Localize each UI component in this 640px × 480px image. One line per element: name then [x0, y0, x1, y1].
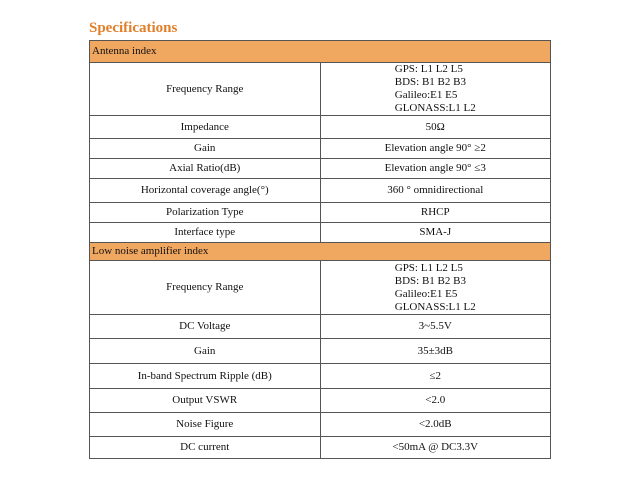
- table-row: [90, 139, 551, 159]
- value-line: GPS: L1 L2 L5: [394, 261, 463, 274]
- value-line: BDS: B1 B2 B3: [394, 274, 466, 287]
- param-label: Polarization Type: [90, 203, 321, 223]
- param-value: 50Ω: [320, 116, 551, 139]
- param-value: [320, 261, 551, 315]
- param-label: Gain: [90, 139, 321, 159]
- param-label: Frequency Range: [90, 261, 321, 315]
- param-value: ≤2: [320, 364, 551, 389]
- param-label: Noise Figure: [90, 413, 321, 437]
- param-label: Horizontal coverage angle(°): [90, 179, 321, 203]
- param-label: Axial Ratio(dB): [90, 159, 321, 179]
- section-header-lna: [90, 243, 551, 261]
- param-value: [320, 63, 551, 116]
- table-row: [90, 223, 551, 243]
- table-row: [90, 364, 551, 389]
- table-row: [90, 389, 551, 413]
- param-label: Output VSWR: [90, 389, 321, 413]
- table-row: [90, 203, 551, 223]
- param-value: <2.0: [320, 389, 551, 413]
- section-header-antenna: [90, 41, 551, 63]
- value-line: GLONASS:L1 L2: [394, 102, 476, 114]
- table-row: [90, 339, 551, 364]
- specifications-table: [89, 40, 551, 459]
- param-label: Interface type: [90, 223, 321, 243]
- table-row: [90, 63, 551, 116]
- param-value: 35±3dB: [320, 339, 551, 364]
- table-row: [90, 437, 551, 459]
- table-row: [90, 159, 551, 179]
- param-label: DC Voltage: [90, 315, 321, 339]
- page-title: Specifications: [89, 20, 178, 36]
- param-value: <50mA @ DC3.3V: [320, 437, 551, 459]
- param-label: DC current: [90, 437, 321, 459]
- param-label: In-band Spectrum Ripple (dB): [90, 364, 321, 389]
- table-row: [90, 315, 551, 339]
- table-row: [90, 261, 551, 315]
- param-label: Impedance: [90, 116, 321, 139]
- value-line: GLONASS:L1 L2: [394, 300, 476, 313]
- value-line: Galileo:E1 E5: [394, 287, 458, 300]
- section-heading: Low noise amplifier index: [90, 243, 551, 261]
- value-line: Galileo:E1 E5: [394, 89, 458, 101]
- value-line: BDS: B1 B2 B3: [394, 76, 466, 88]
- value-line: GPS: L1 L2 L5: [394, 63, 463, 75]
- table-row: [90, 179, 551, 203]
- param-value: Elevation angle 90° ≤3: [320, 159, 551, 179]
- param-value: SMA-J: [320, 223, 551, 243]
- param-value: RHCP: [320, 203, 551, 223]
- param-value: 360 ° omnidirectional: [320, 179, 551, 203]
- table-row: [90, 116, 551, 139]
- param-value: 3~5.5V: [320, 315, 551, 339]
- param-value: Elevation angle 90° ≥2: [320, 139, 551, 159]
- section-heading: Antenna index: [90, 41, 551, 63]
- table-row: [90, 413, 551, 437]
- param-label: Gain: [90, 339, 321, 364]
- param-value: <2.0dB: [320, 413, 551, 437]
- param-label: Frequency Range: [90, 63, 321, 116]
